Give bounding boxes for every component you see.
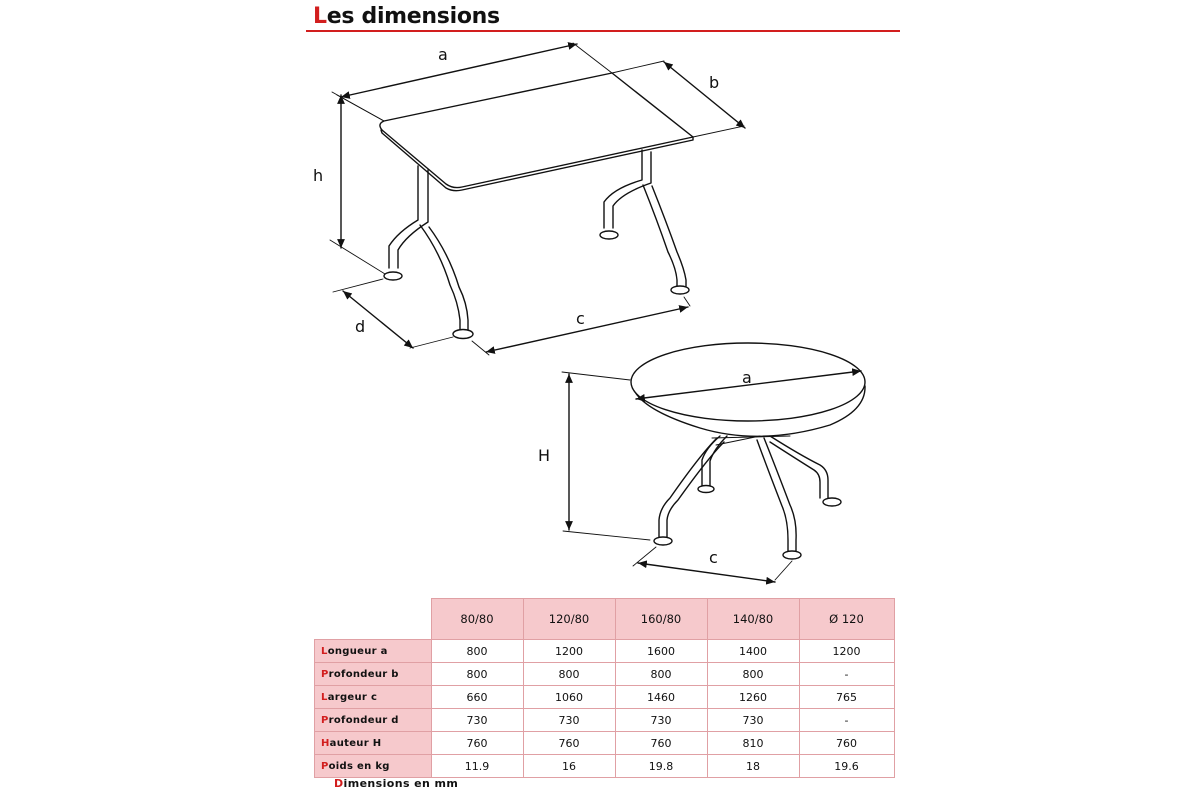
table-cell: 19.8 xyxy=(615,755,707,778)
table-row xyxy=(315,709,895,732)
row-label-poids xyxy=(315,755,432,778)
table-cell: 765 xyxy=(799,686,894,709)
table-cell: 810 xyxy=(707,732,799,755)
rect-label-h: h xyxy=(313,166,324,185)
table-cell: 11.9 xyxy=(431,755,523,778)
table-cell: 730 xyxy=(707,709,799,732)
rect-table-top xyxy=(380,73,693,191)
row-label-rest: rofondeur d xyxy=(328,714,399,726)
row-label-initial: P xyxy=(321,714,329,726)
table-cell: 760 xyxy=(799,732,894,755)
title-initial: L xyxy=(313,4,327,29)
row-label-rest: ongueur a xyxy=(327,645,388,657)
table-cell: 1260 xyxy=(707,686,799,709)
table-header-row xyxy=(315,599,895,640)
header-160-80: 160/80 xyxy=(615,599,707,640)
row-label-initial: L xyxy=(321,691,328,703)
table-cell: 660 xyxy=(431,686,523,709)
dimensions-table xyxy=(314,598,895,778)
table-cell: 730 xyxy=(615,709,707,732)
rect-label-c: c xyxy=(576,309,585,328)
row-label-rest: oids en kg xyxy=(328,760,390,772)
rect-label-b: b xyxy=(709,73,720,92)
table-cell: 19.6 xyxy=(799,755,894,778)
row-label-initial: H xyxy=(321,737,330,749)
table-cell: 800 xyxy=(431,663,523,686)
table-cell: 730 xyxy=(523,709,615,732)
table-cell: - xyxy=(799,709,894,732)
row-label-rest: auteur H xyxy=(329,737,382,749)
row-label-profondeur-b xyxy=(315,663,432,686)
header-80-80: 80/80 xyxy=(431,599,523,640)
table-cell: 18 xyxy=(707,755,799,778)
footnote-rest: imensions en mm xyxy=(343,777,459,790)
header-140-80: 140/80 xyxy=(707,599,799,640)
rect-dimension-h xyxy=(330,92,385,274)
units-footnote xyxy=(334,777,458,790)
table-cell: 760 xyxy=(431,732,523,755)
table-row xyxy=(315,640,895,663)
round-label-H: H xyxy=(538,446,551,465)
round-label-c: c xyxy=(709,548,718,567)
table-row xyxy=(315,663,895,686)
table-cell: 800 xyxy=(431,640,523,663)
rectangular-table-drawing xyxy=(330,43,745,355)
table-cell: 730 xyxy=(431,709,523,732)
rect-table-legs xyxy=(384,150,689,339)
table-row xyxy=(315,686,895,709)
table-cell: 760 xyxy=(615,732,707,755)
table-cell: 1200 xyxy=(799,640,894,663)
title-rest: es dimensions xyxy=(326,4,500,29)
table-cell: 16 xyxy=(523,755,615,778)
table-corner-cell xyxy=(315,599,432,640)
round-label-a: a xyxy=(742,368,752,387)
table-cell: 1600 xyxy=(615,640,707,663)
header-120-80: 120/80 xyxy=(523,599,615,640)
round-table-drawing xyxy=(562,343,865,582)
rect-label-a: a xyxy=(438,45,448,64)
table-cell: 1200 xyxy=(523,640,615,663)
table-cell: 1460 xyxy=(615,686,707,709)
rect-label-d: d xyxy=(355,317,366,336)
header-round-120: Ø 120 xyxy=(799,599,894,640)
row-label-longueur xyxy=(315,640,432,663)
round-table-top xyxy=(631,343,865,436)
row-label-hauteur xyxy=(315,732,432,755)
row-label-initial: P xyxy=(321,760,329,772)
table-cell: 800 xyxy=(707,663,799,686)
row-label-profondeur-d xyxy=(315,709,432,732)
row-label-initial: P xyxy=(321,668,329,680)
rect-dimension-d xyxy=(333,279,453,348)
row-label-largeur-c xyxy=(315,686,432,709)
row-label-rest: argeur c xyxy=(327,691,378,703)
table-cell: 800 xyxy=(615,663,707,686)
table-cell: 760 xyxy=(523,732,615,755)
round-table-legs xyxy=(654,436,841,559)
row-label-rest: rofondeur b xyxy=(328,668,399,680)
table-cell: - xyxy=(799,663,894,686)
table-row xyxy=(315,732,895,755)
table-cell: 800 xyxy=(523,663,615,686)
row-label-initial: L xyxy=(321,645,328,657)
table-cell: 1400 xyxy=(707,640,799,663)
footnote-initial: D xyxy=(334,777,344,790)
table-cell: 1060 xyxy=(523,686,615,709)
table-row xyxy=(315,755,895,778)
round-dimension-H xyxy=(562,372,650,540)
